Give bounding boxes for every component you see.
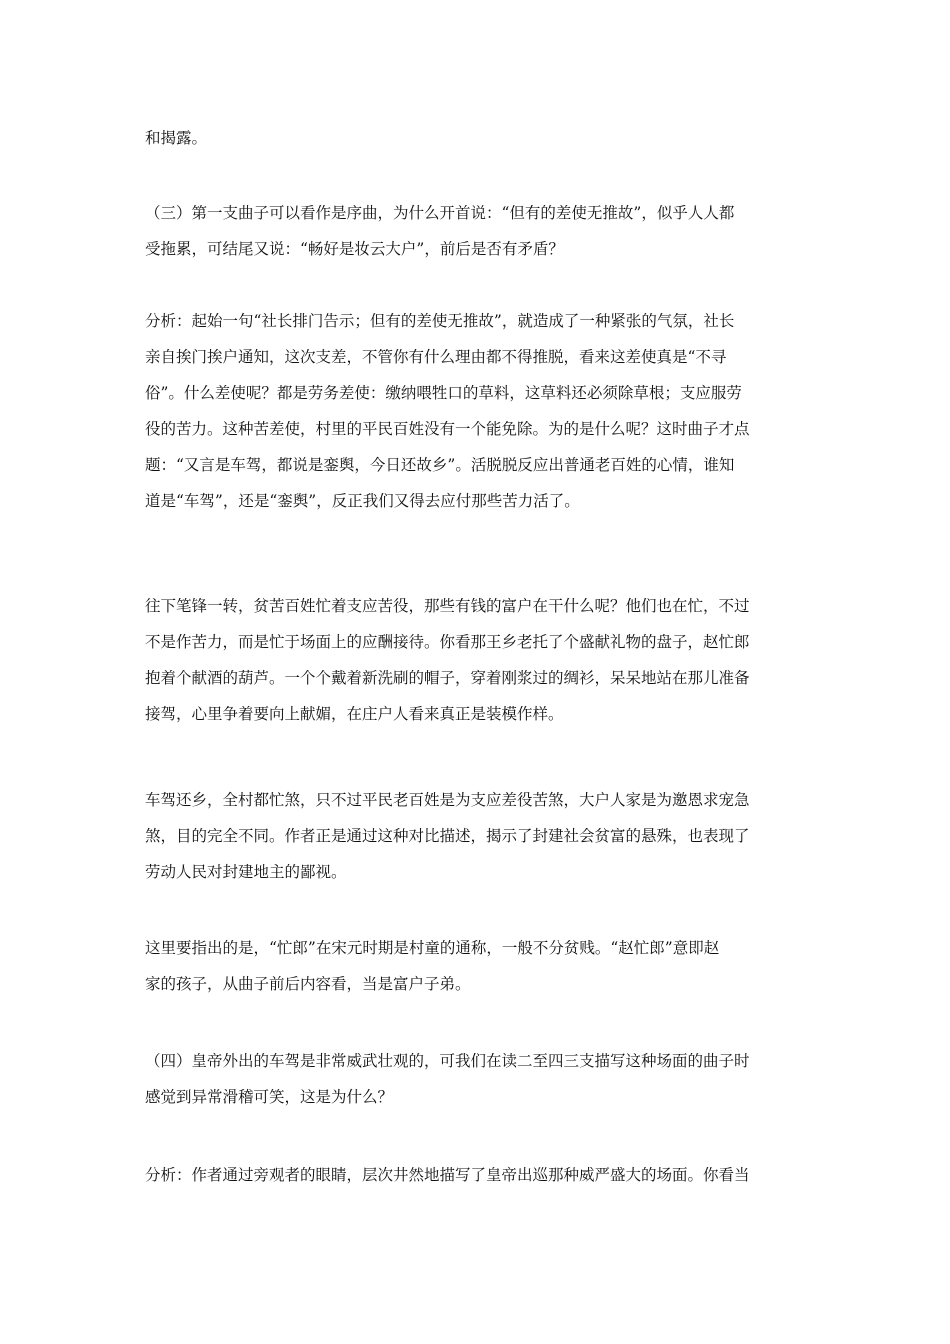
text-line: 役的苦力。这种苦差使，村里的平民百姓没有一个能免除。为的是什么呢？这时曲子才点: [145, 420, 750, 438]
analysis-3-paragraph-2: [145, 588, 810, 732]
text-line: 抱着个献酒的葫芦。一个个戴着新洗刷的帽子，穿着刚浆过的绸衫，呆呆地站在那儿准备: [145, 669, 750, 687]
text-line: 这里要指出的是，“忙郎”在宋元时期是村童的通称，一般不分贫贱。“赵忙郎”意即赵: [145, 939, 720, 957]
analysis-3-paragraph-4: [145, 930, 810, 1002]
text-line: 不是作苦力，而是忙于场面上的应酬接待。你看那王乡老托了个盛献礼物的盘子，赵忙郎: [145, 633, 750, 651]
text-line: 感觉到异常滑稽可笑，这是为什么？: [145, 1088, 394, 1106]
text-line: 分析：起始一句“社长排门告示；但有的差使无推故”，就造成了一种紧张的气氛，社长: [145, 312, 735, 330]
text-line: 俗”。什么差使呢？都是劳务差使：缴纳喂牲口的草料，这草料还必须除草根；支应服劳: [145, 384, 742, 402]
text-line: 劳动人民对封建地主的鄙视。: [145, 863, 347, 881]
text-line: 接驾，心里争着要向上献媚，在庄户人看来真正是装模作样。: [145, 705, 564, 723]
text-line: （三）第一支曲子可以看作是序曲，为什么开首说：“但有的差使无推故”，似乎人人都: [145, 204, 735, 222]
text-line: 分析：作者通过旁观者的眼睛，层次井然地描写了皇帝出巡那种威严盛大的场面。你看当: [145, 1166, 750, 1184]
text-line: 受拖累，可结尾又说：“畅好是妆云大户”，前后是否有矛盾？: [145, 240, 564, 258]
question-3: [145, 195, 810, 267]
question-4: [145, 1043, 810, 1115]
text-line: 往下笔锋一转，贫苦百姓忙着支应苦役，那些有钱的富户在干什么呢？他们也在忙，不过: [145, 597, 750, 615]
text-line: 家的孩子，从曲子前后内容看，当是富户子弟。: [145, 975, 471, 993]
paragraph-continuation: [145, 120, 810, 156]
text-line: 煞，目的完全不同。作者正是通过这种对比描述，揭示了封建社会贫富的悬殊，也表现了: [145, 827, 750, 845]
text-line: 题：“又言是车驾，都说是銮舆，今日还故乡”。活脱脱反应出普通老百姓的心情，谁知: [145, 456, 735, 474]
analysis-4-paragraph-1: [145, 1157, 810, 1193]
text-line: 道是“车驾”，还是“銮舆”，反正我们又得去应付那些苦力活了。: [145, 492, 580, 510]
text-line: 车驾还乡，全村都忙煞，只不过平民老百姓是为支应差役苦煞，大户人家是为邀恩求宠急: [145, 791, 750, 809]
analysis-3-paragraph-3: [145, 782, 810, 890]
text-line: 和揭露。: [145, 129, 208, 147]
text-line: 亲自挨门挨户通知，这次支差，不管你有什么理由都不得推脱，看来这差使真是“不寻: [145, 348, 727, 366]
text-line: （四）皇帝外出的车驾是非常威武壮观的，可我们在读二至四三支描写这种场面的曲子时: [145, 1052, 750, 1070]
analysis-3-paragraph-1: [145, 303, 810, 519]
